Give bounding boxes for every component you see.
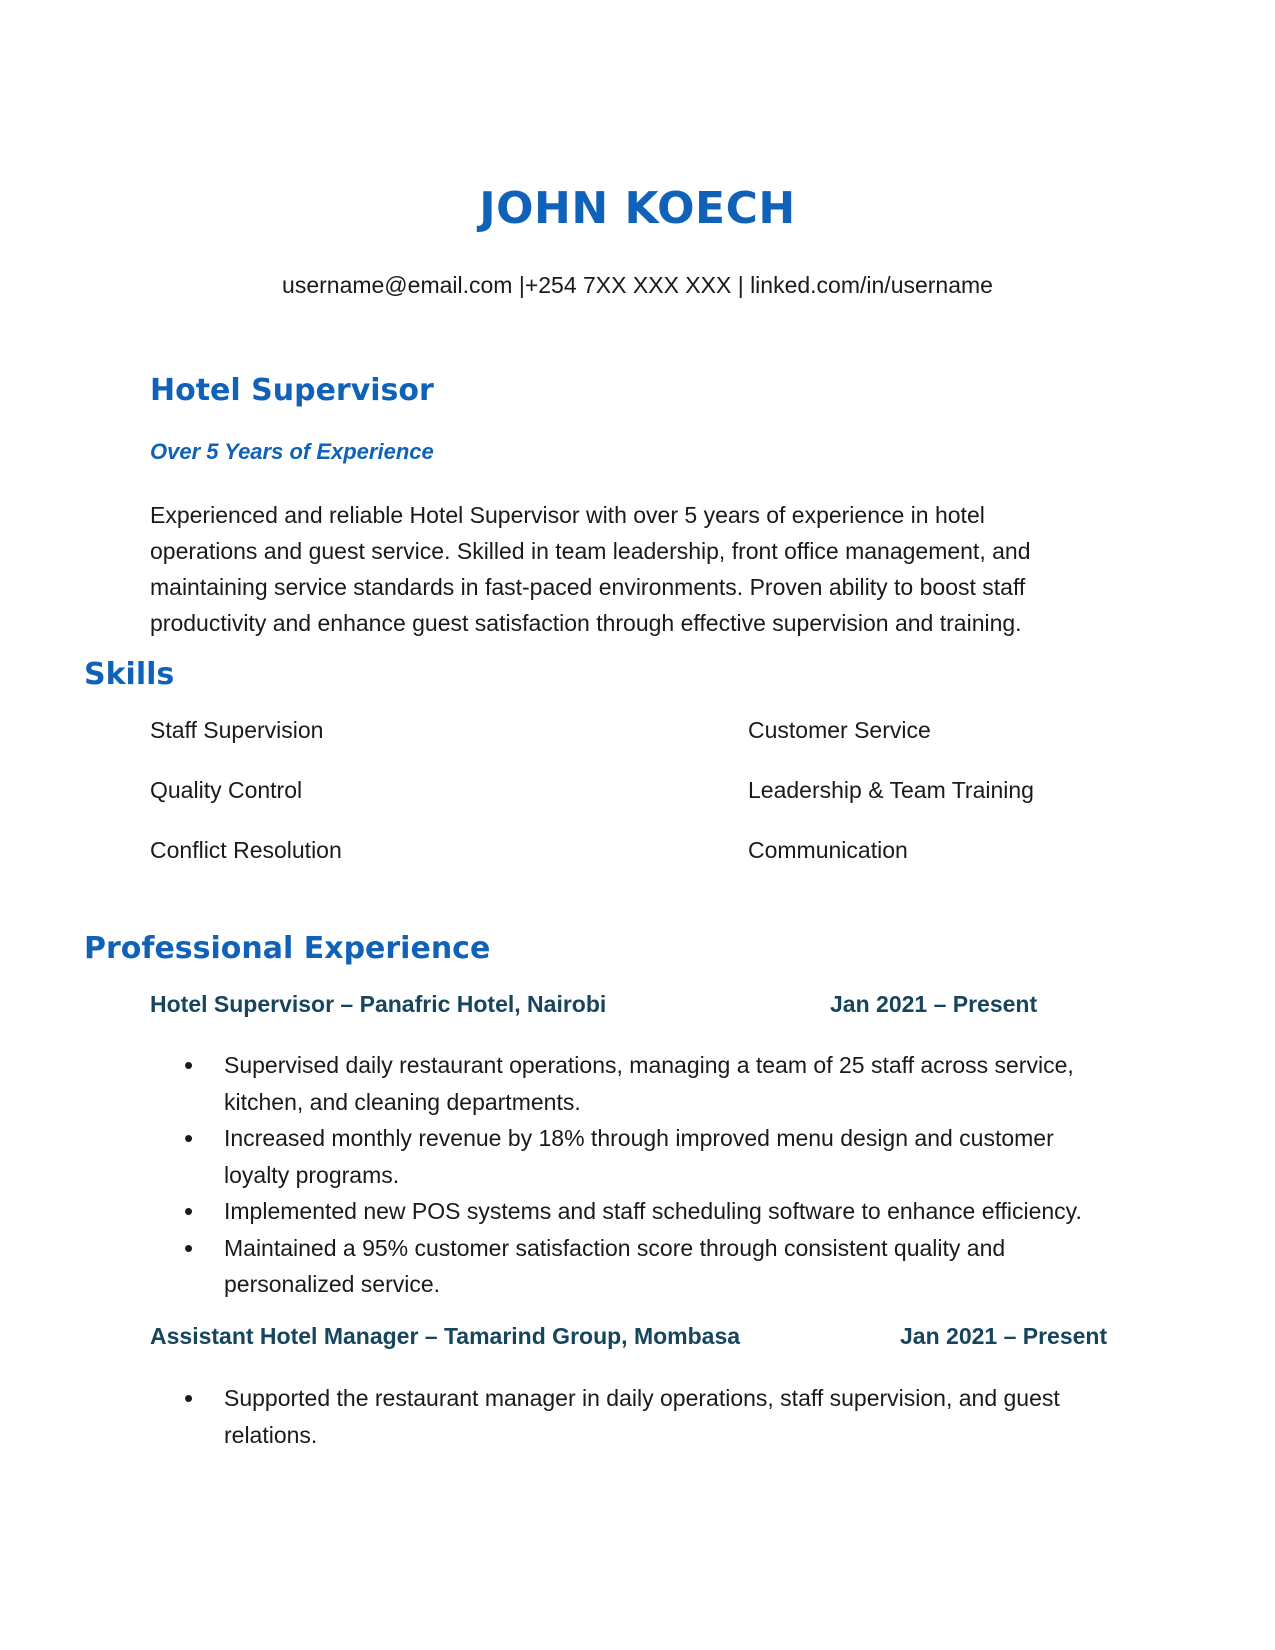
job-dates: Jan 2021 – Present <box>830 991 1038 1017</box>
candidate-name: JOHN KOECH <box>479 183 796 234</box>
skill-item: Communication <box>748 837 908 863</box>
job-heading: Hotel Supervisor – Panafric Hotel, Nairobi <box>150 991 607 1017</box>
skill-item: Leadership & Team Training <box>748 777 1034 803</box>
experience-subtitle: Over 5 Years of Experience <box>150 439 434 464</box>
skill-item: Quality Control <box>150 777 303 803</box>
skill-item: Customer Service <box>748 717 931 743</box>
bullet-item: • Maintained a 95% customer satisfaction score through consistent quality and personalized service. <box>184 1230 1124 1303</box>
job-dates: Jan 2021 – Present <box>900 1323 1108 1349</box>
contact-info: username@email.com |+254 7XX XXX XXX | linked.com/in/username <box>282 272 993 298</box>
skills-heading: Skills <box>84 657 175 692</box>
bullet-item: • Implemented new POS systems and staff scheduling software to enhance efficiency. <box>184 1193 1124 1230</box>
bullet-item: • Supervised daily restaurant operations, managing a team of 25 staff across service, kitchen, and cleaning departments. <box>184 1047 1124 1120</box>
professional-summary: Experienced and reliable Hotel Supervisor with over 5 years of experience in hotel operations and guest service. Skilled in team leadership, front office management, and maintaining service standards in fast-paced environments. Proven ability to boost staff productivity and enhance guest satisfaction through effective supervision and training. <box>150 502 1031 636</box>
job-bullets <box>184 1380 1124 1453</box>
job-bullets <box>184 1047 1124 1303</box>
skill-item: Staff Supervision <box>150 717 324 743</box>
skill-item: Conflict Resolution <box>150 837 342 863</box>
bullet-item: • Supported the restaurant manager in daily operations, staff supervision, and guest relations. <box>184 1380 1124 1453</box>
bullet-item: • Increased monthly revenue by 18% through improved menu design and customer loyalty programs. <box>184 1120 1124 1193</box>
experience-heading: Professional Experience <box>84 931 491 966</box>
job-heading: Assistant Hotel Manager – Tamarind Group, Mombasa <box>150 1323 741 1349</box>
job-title-heading: Hotel Supervisor <box>150 373 434 408</box>
